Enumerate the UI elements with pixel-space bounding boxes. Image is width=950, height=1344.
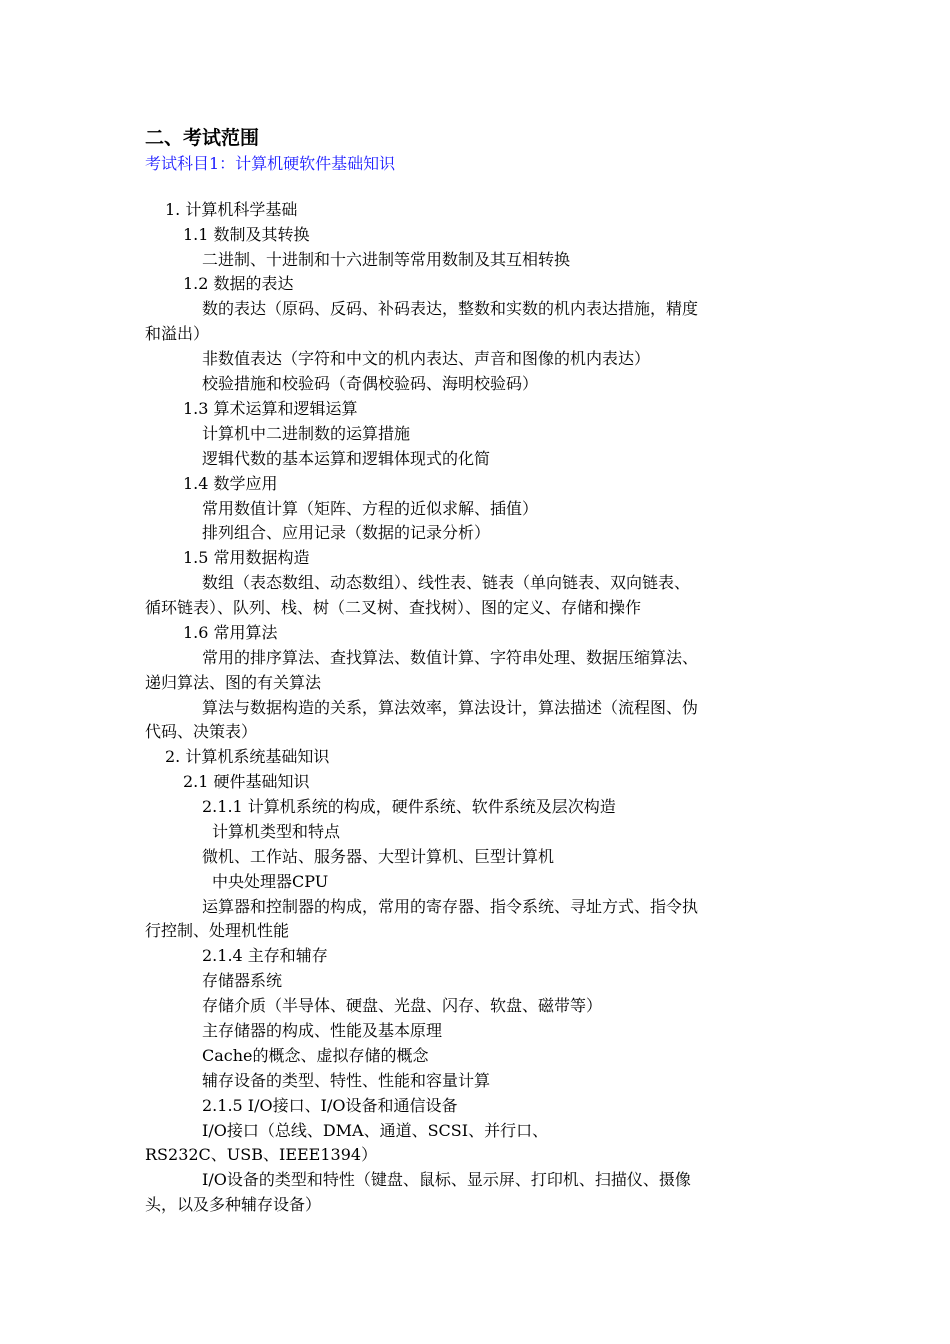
outline-text: 二进制、十进制和十六进制等常用数制及其互相转换 [202, 250, 571, 269]
outline-text: 算法与数据构造的关系，算法效率，算法设计，算法描述（流程图、伪 [202, 698, 699, 717]
outline-text-wrap: 代码、决策表） [145, 722, 258, 741]
outline-text: 排列组合、应用记录（数据的记录分析） [202, 523, 491, 542]
subject-title: 考试科目1：计算机硬软件基础知识 [145, 154, 396, 173]
outline-line-1-5: 1.5 常用数据构造 [183, 548, 310, 567]
outline-text: I/O接口（总线、DMA、通道、SCSI、并行口、 [202, 1121, 549, 1140]
outline-text: 微机、工作站、服务器、大型计算机、巨型计算机 [202, 847, 555, 866]
outline-text: I/O设备的类型和特性（键盘、鼠标、显示屏、打印机、扫描仪、摄像 [202, 1170, 691, 1189]
outline-text: 主存储器的构成、性能及基本原理 [202, 1021, 443, 1040]
outline-text-wrap: 递归算法、图的有关算法 [145, 673, 322, 692]
outline-text-wrap: 头，以及多种辅存设备） [145, 1195, 322, 1214]
outline-line-2-1-4: 2.1.4 主存和辅存 [202, 946, 328, 965]
outline-line-1-1: 1.1 数制及其转换 [183, 225, 310, 244]
outline-text: 存储器系统 [202, 971, 283, 990]
outline-text: 数组（表态数组、动态数组）、线性表、链表（单向链表、双向链表、 [202, 573, 691, 592]
outline-text-wrap: 和溢出） [145, 324, 210, 343]
outline-text: 计算机类型和特点 [212, 822, 341, 841]
outline-line-2-1-5: 2.1.5 I/O接口、I/O设备和通信设备 [202, 1096, 458, 1115]
outline-line-2-1-1: 2.1.1 计算机系统的构成，硬件系统、软件系统及层次构造 [202, 797, 616, 816]
outline-text: Cache的概念、虚拟存储的概念 [202, 1046, 429, 1065]
outline-text: 中央处理器CPU [212, 872, 329, 891]
outline-text-wrap: 循环链表）、队列、栈、树（二叉树、查找树）、图的定义、存储和操作 [145, 598, 642, 617]
outline-text: 非数值表达（字符和中文的机内表达、声音和图像的机内表达） [202, 349, 651, 368]
outline-line-1-6: 1.6 常用算法 [183, 623, 278, 642]
outline-line-2: 2. 计算机系统基础知识 [165, 747, 330, 766]
outline-line-2-1: 2.1 硬件基础知识 [183, 772, 310, 791]
outline-text: 计算机中二进制数的运算措施 [202, 424, 411, 443]
outline-line-1-4: 1.4 数学应用 [183, 474, 278, 493]
outline-text: 逻辑代数的基本运算和逻辑体现式的化简 [202, 449, 491, 468]
outline-line-1-2: 1.2 数据的表达 [183, 274, 294, 293]
section-heading: 二、考试范围 [145, 127, 260, 149]
outline-text-wrap: RS232C、USB、IEEE1394） [145, 1145, 378, 1164]
outline-line-1-3: 1.3 算术运算和逻辑运算 [183, 399, 358, 418]
outline-text: 常用的排序算法、查找算法、数值计算、字符串处理、数据压缩算法、 [202, 648, 699, 667]
outline-text: 运算器和控制器的构成，常用的寄存器、指令系统、寻址方式、指令执 [202, 897, 699, 916]
outline-text: 常用数值计算（矩阵、方程的近似求解、插值） [202, 499, 539, 518]
outline-text: 存储介质（半导体、硬盘、光盘、闪存、软盘、磁带等） [202, 996, 603, 1015]
outline-line-1: 1. 计算机科学基础 [165, 200, 298, 219]
outline-text-wrap: 行控制、处理机性能 [145, 921, 290, 940]
outline-text: 校验措施和校验码（奇偶校验码、海明校验码） [202, 374, 539, 393]
outline-text: 数的表达（原码、反码、补码表达，整数和实数的机内表达措施，精度 [202, 299, 699, 318]
outline-text: 辅存设备的类型、特性、性能和容量计算 [202, 1071, 491, 1090]
